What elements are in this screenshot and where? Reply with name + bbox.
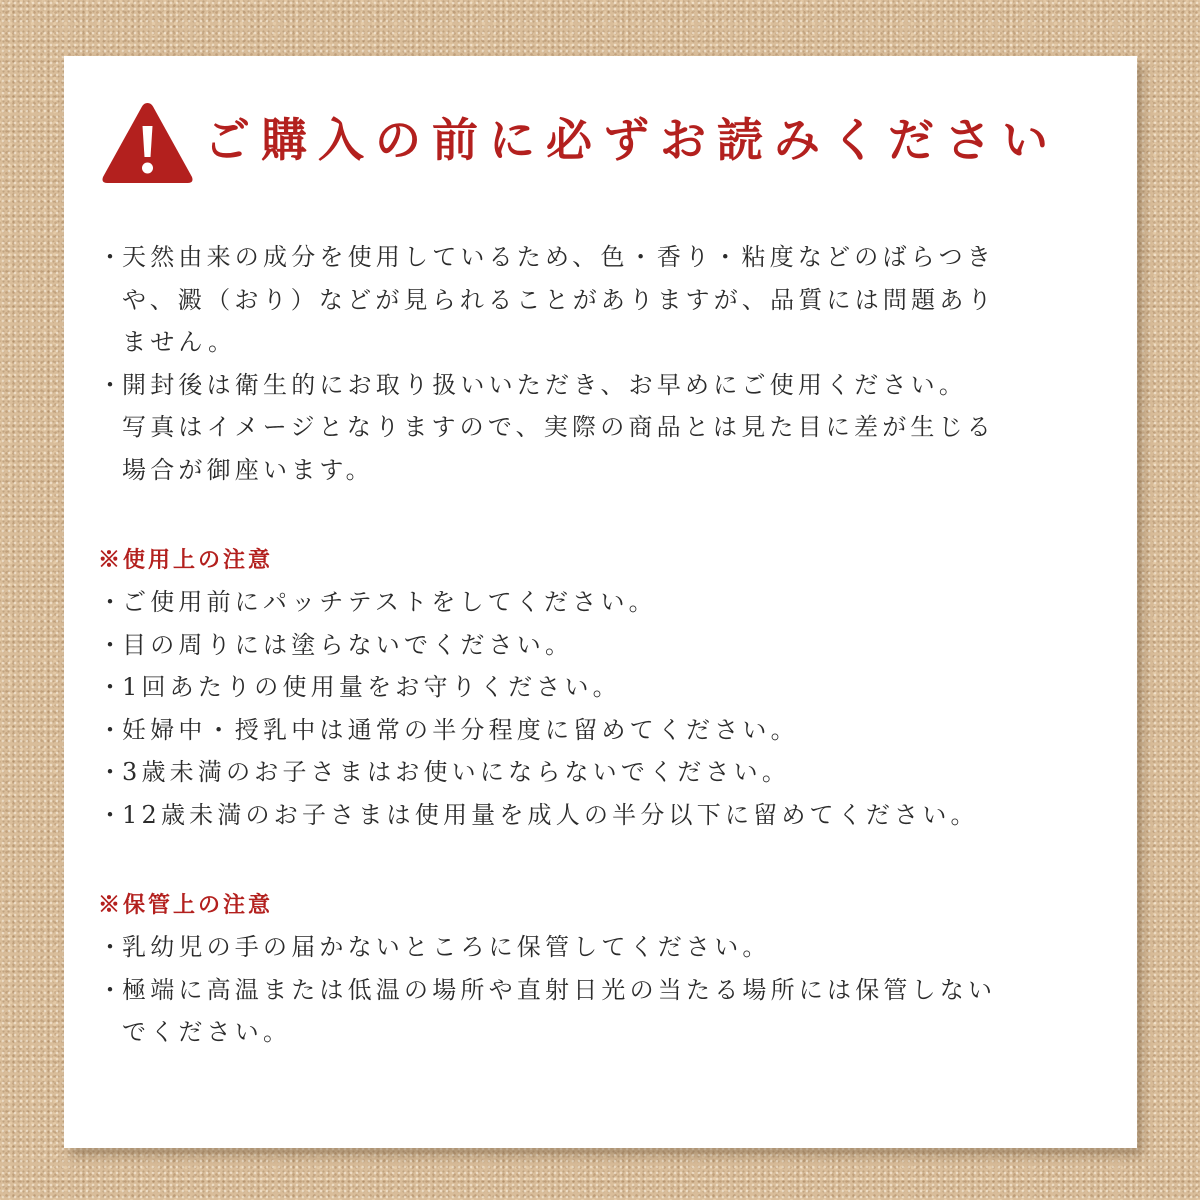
item-line: 開封後は衛生的にお取り扱いいただき、お早めにご使用ください。 xyxy=(122,370,968,399)
bullet: ・ xyxy=(98,800,127,829)
bullet: ・ xyxy=(98,630,127,659)
item-line: 目の周りには塗らないでください。 xyxy=(122,630,574,659)
warning-triangle-icon xyxy=(100,100,195,186)
list-item xyxy=(98,581,1098,624)
bullet: ・ xyxy=(98,588,127,616)
item-line: 場合が御座います。 xyxy=(122,455,374,484)
item-line: ご使用前にパッチテストをしてください。 xyxy=(122,588,657,616)
bullet: ・ xyxy=(98,758,127,786)
list-item xyxy=(98,751,1098,794)
list-item xyxy=(98,364,1098,492)
list-item xyxy=(98,969,1098,1054)
list-item xyxy=(98,794,1098,837)
bullet: ・ xyxy=(98,243,127,271)
usage-section-title: ※使用上の注意 xyxy=(98,547,274,573)
notice-content xyxy=(98,236,1098,1054)
list-item xyxy=(98,666,1098,709)
item-line: ません。 xyxy=(122,328,237,356)
item-line: 天然由来の成分を使用しているため、色・香り・粘度などのばらつき xyxy=(122,243,995,271)
notice-card xyxy=(64,56,1137,1148)
bullet: ・ xyxy=(98,715,127,744)
list-item xyxy=(98,709,1098,752)
item-line: 1回あたりの使用量をお守りください。 xyxy=(122,673,621,701)
list-item xyxy=(98,624,1098,667)
item-line: 12歳未満のお子さまは使用量を成人の半分以下に留めてください。 xyxy=(122,800,979,829)
item-line: でください。 xyxy=(122,1018,292,1046)
bullet: ・ xyxy=(98,975,127,1004)
item-line: 妊婦中・授乳中は通常の半分程度に留めてください。 xyxy=(122,715,799,744)
bullet: ・ xyxy=(98,933,127,961)
list-item xyxy=(98,926,1098,969)
item-line: 乳幼児の手の届かないところに保管してください。 xyxy=(122,933,771,961)
page-title: ご購入の前に必ずお読みください xyxy=(204,113,1059,167)
item-line: 3歳未満のお子さまはお使いにならないでください。 xyxy=(122,758,791,786)
item-line: 写真はイメージとなりますので、実際の商品とは見た目に差が生じる xyxy=(122,413,995,441)
bullet: ・ xyxy=(98,673,127,701)
item-line: 極端に高温または低温の場所や直射日光の当たる場所には保管しない xyxy=(122,975,997,1004)
storage-section-title: ※保管上の注意 xyxy=(98,892,274,918)
item-line: や、澱（おり）などが見られることがありますが、品質には問題あり xyxy=(122,285,996,314)
list-item xyxy=(98,236,1098,364)
notice-header xyxy=(100,100,1110,190)
bullet: ・ xyxy=(98,370,127,399)
